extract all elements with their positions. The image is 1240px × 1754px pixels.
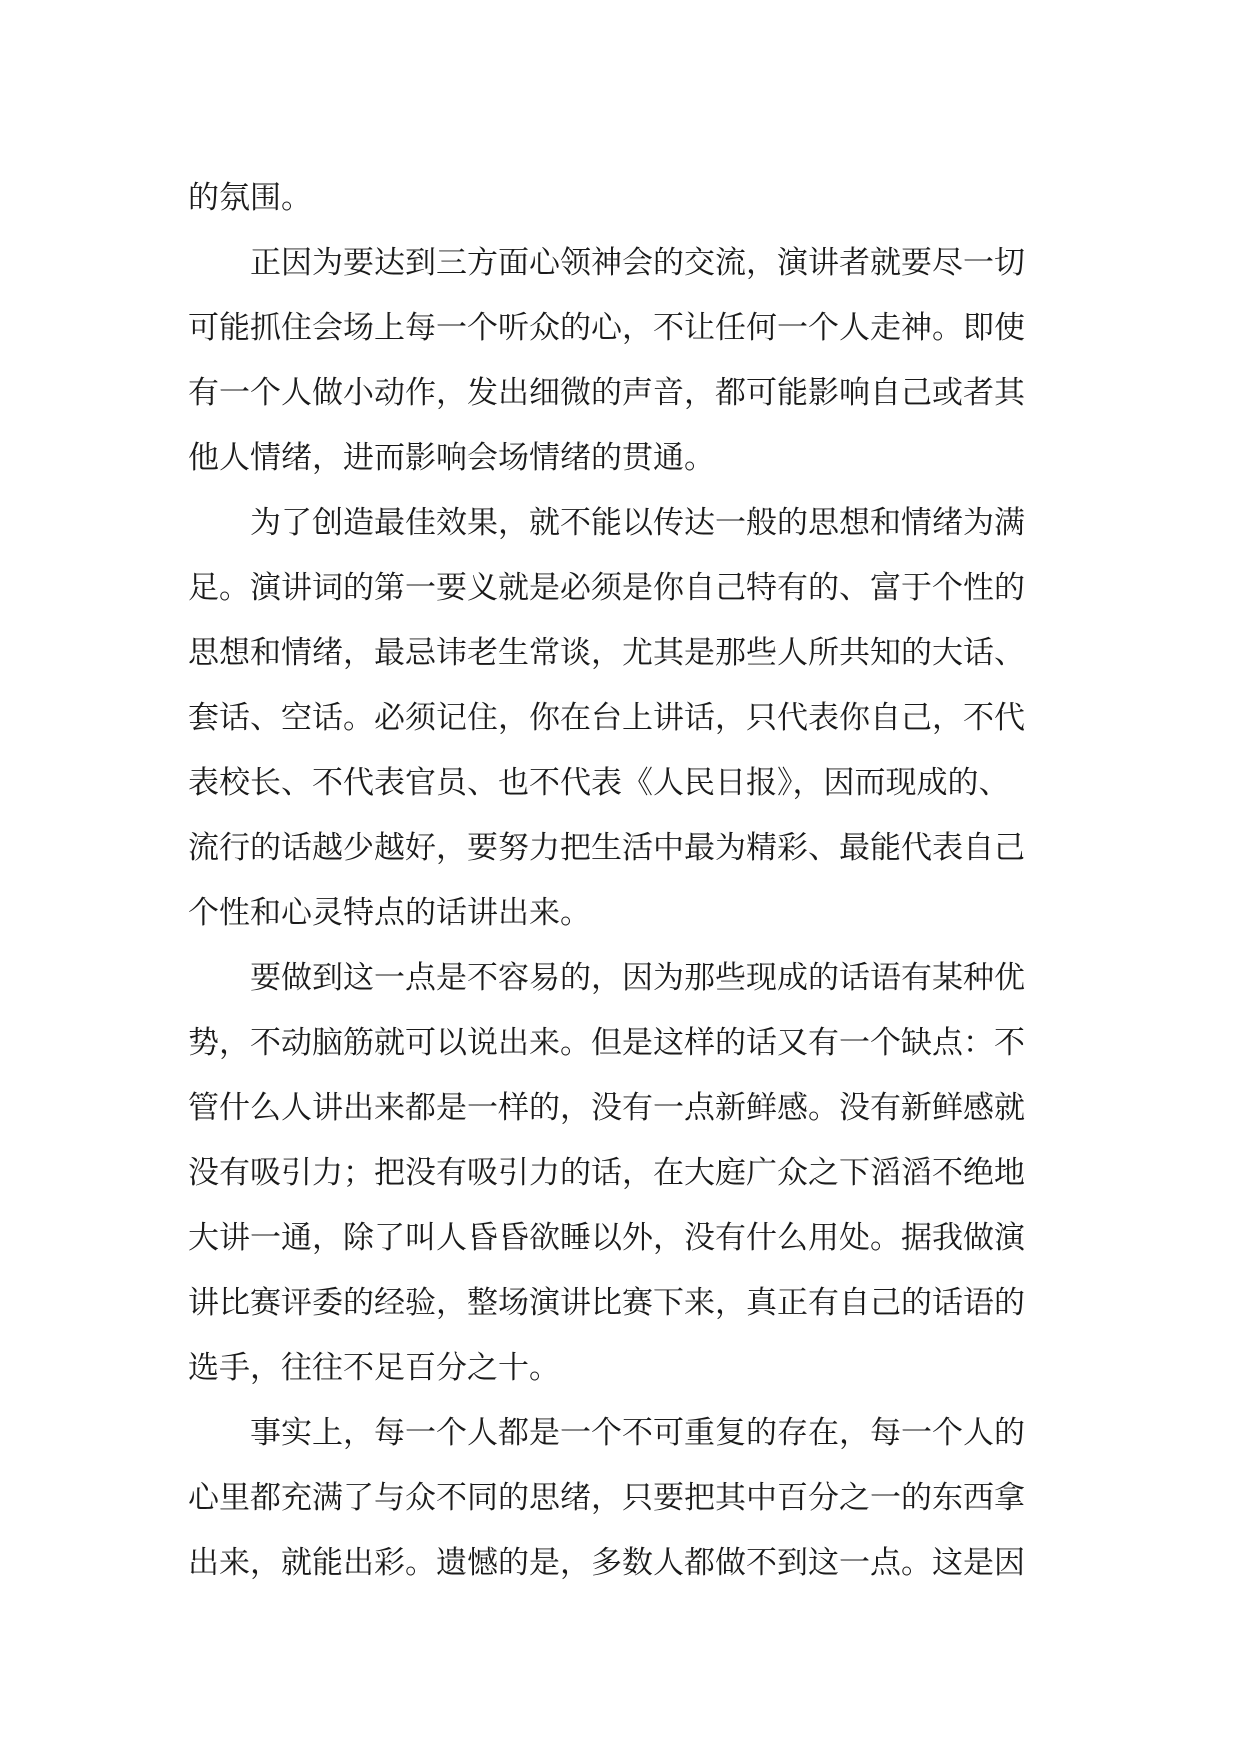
text-line: 个性和心灵特点的话讲出来。 xyxy=(188,895,591,931)
text-line: 出来，就能出彩。遗憾的是，多数人都做不到这一点。这是因 xyxy=(188,1545,1025,1581)
text-line: 有一个人做小动作，发出细微的声音，都可能影响自己或者其 xyxy=(188,375,1025,411)
text-line: 没有吸引力；把没有吸引力的话，在大庭广众之下滔滔不绝地 xyxy=(188,1155,1025,1191)
text-line: 心里都充满了与众不同的思绪，只要把其中百分之一的东西拿 xyxy=(188,1480,1025,1516)
text-line: 大讲一通，除了叫人昏昏欲睡以外，没有什么用处。据我做演 xyxy=(188,1220,1025,1256)
text-line: 要做到这一点是不容易的，因为那些现成的话语有某种优 xyxy=(250,960,1025,996)
text-line: 套话、空话。必须记住，你在台上讲话，只代表你自己，不代 xyxy=(188,700,1025,736)
text-line: 的氛围。 xyxy=(188,180,312,216)
text-line: 思想和情绪，最忌讳老生常谈，尤其是那些人所共知的大话、 xyxy=(188,635,1025,671)
text-line: 足。演讲词的第一要义就是必须是你自己特有的、富于个性的 xyxy=(188,570,1025,606)
text-line: 势，不动脑筋就可以说出来。但是这样的话又有一个缺点：不 xyxy=(188,1025,1025,1061)
text-line: 流行的话越少越好，要努力把生活中最为精彩、最能代表自己 xyxy=(188,830,1025,866)
text-line: 正因为要达到三方面心领神会的交流，演讲者就要尽一切 xyxy=(250,245,1025,281)
text-line: 事实上，每一个人都是一个不可重复的存在，每一个人的 xyxy=(250,1415,1025,1451)
text-line: 可能抓住会场上每一个听众的心，不让任何一个人走神。即使 xyxy=(188,310,1025,346)
text-line: 讲比赛评委的经验，整场演讲比赛下来，真正有自己的话语的 xyxy=(188,1285,1025,1321)
text-line: 表校长、不代表官员、也不代表《人民日报》，因而现成的、 xyxy=(188,765,1010,801)
body-text xyxy=(188,166,1060,1596)
text-line: 他人情绪，进而影响会场情绪的贯通。 xyxy=(188,440,715,476)
text-line: 为了创造最佳效果，就不能以传达一般的思想和情绪为满 xyxy=(250,505,1025,541)
text-line: 选手，往往不足百分之十。 xyxy=(188,1350,560,1386)
text-line: 管什么人讲出来都是一样的，没有一点新鲜感。没有新鲜感就 xyxy=(188,1090,1025,1126)
